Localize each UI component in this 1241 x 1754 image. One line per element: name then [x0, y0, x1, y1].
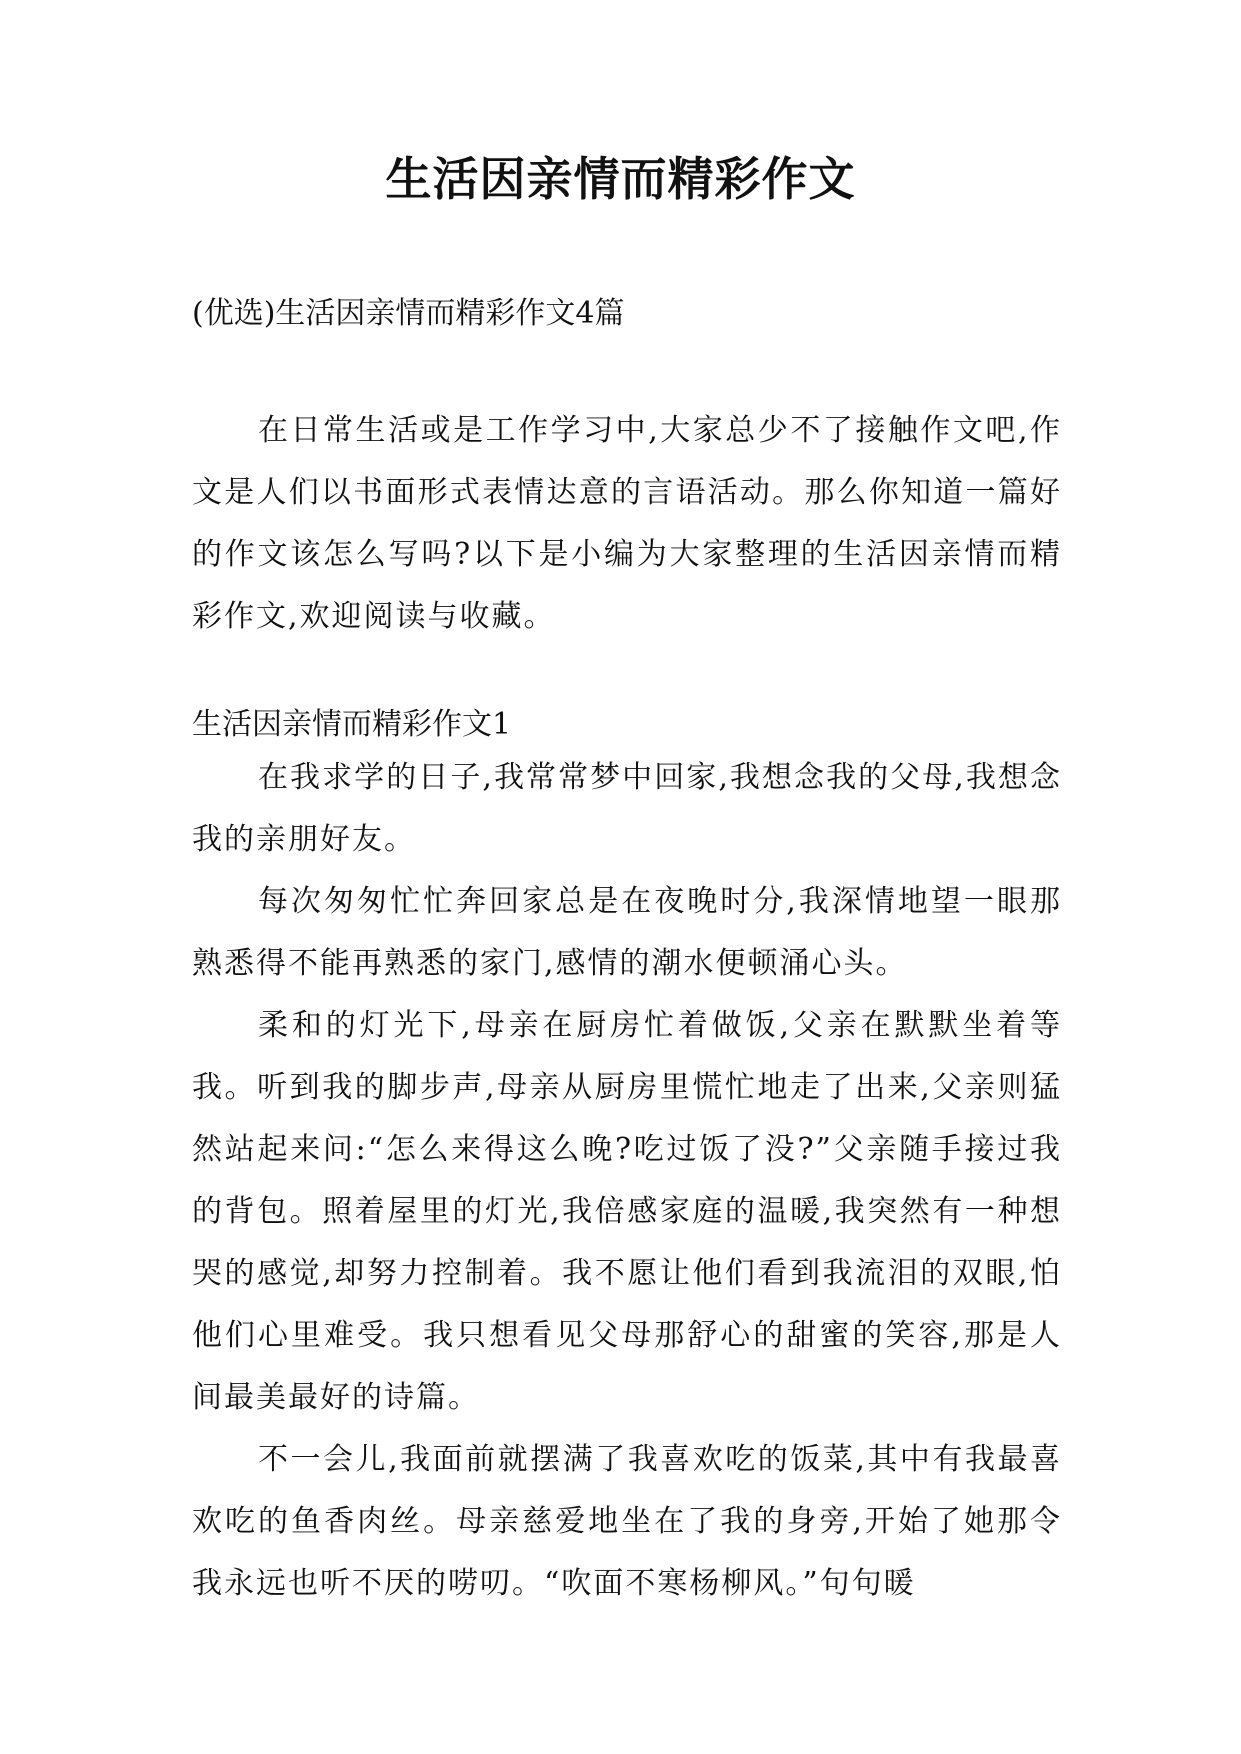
page-title: 生活因亲情而精彩作文 — [385, 152, 856, 206]
section-heading: 生活因亲情而精彩作文1 — [192, 707, 512, 742]
body-paragraph: 不一会儿,我面前就摆满了我喜欢吃的饭菜,其中有我最喜欢吃的鱼香肉丝。母亲慈爱地坐在了我的身旁,开始了她那令我永远也听不厌的唠叨。“吹面不寒杨柳风。”句句暖 — [192, 1442, 1062, 1601]
document-subtitle: (优选)生活因亲情而精彩作文4篇 — [192, 296, 625, 331]
body-paragraph: 每次匆匆忙忙奔回家总是在夜晚时分,我深情地望一眼那熟悉得不能再熟悉的家门,感情的潮水便顿涌心头。 — [192, 884, 1062, 981]
body-paragraph: 柔和的灯光下,母亲在厨房忙着做饭,父亲在默默坐着等我。听到我的脚步声,母亲从厨房里慌忙地走了出来,父亲则猛然站起来问:“怎么来得这么晚?吃过饭了没?”父亲随手接过我的背包。照着屋里的灯光,我倍感家庭的温暖,我突然有一种想哭的感觉,却努力控制着。我不愿让他们看到我流泪的双眼,怕他们心里难受。我只想看见父母那舒心的甜蜜的笑容,那是人间最美最好的诗篇。 — [192, 1008, 1062, 1415]
body-paragraph: 在我求学的日子,我常常梦中回家,我想念我的父母,我想念我的亲朋好友。 — [192, 760, 1062, 857]
intro-paragraph: 在日常生活或是工作学习中,大家总少不了接触作文吧,作文是人们以书面形式表情达意的言语活动。那么你知道一篇好的作文该怎么写吗?以下是小编为大家整理的生活因亲情而精彩作文,欢迎阅读与收藏。 — [192, 413, 1062, 634]
